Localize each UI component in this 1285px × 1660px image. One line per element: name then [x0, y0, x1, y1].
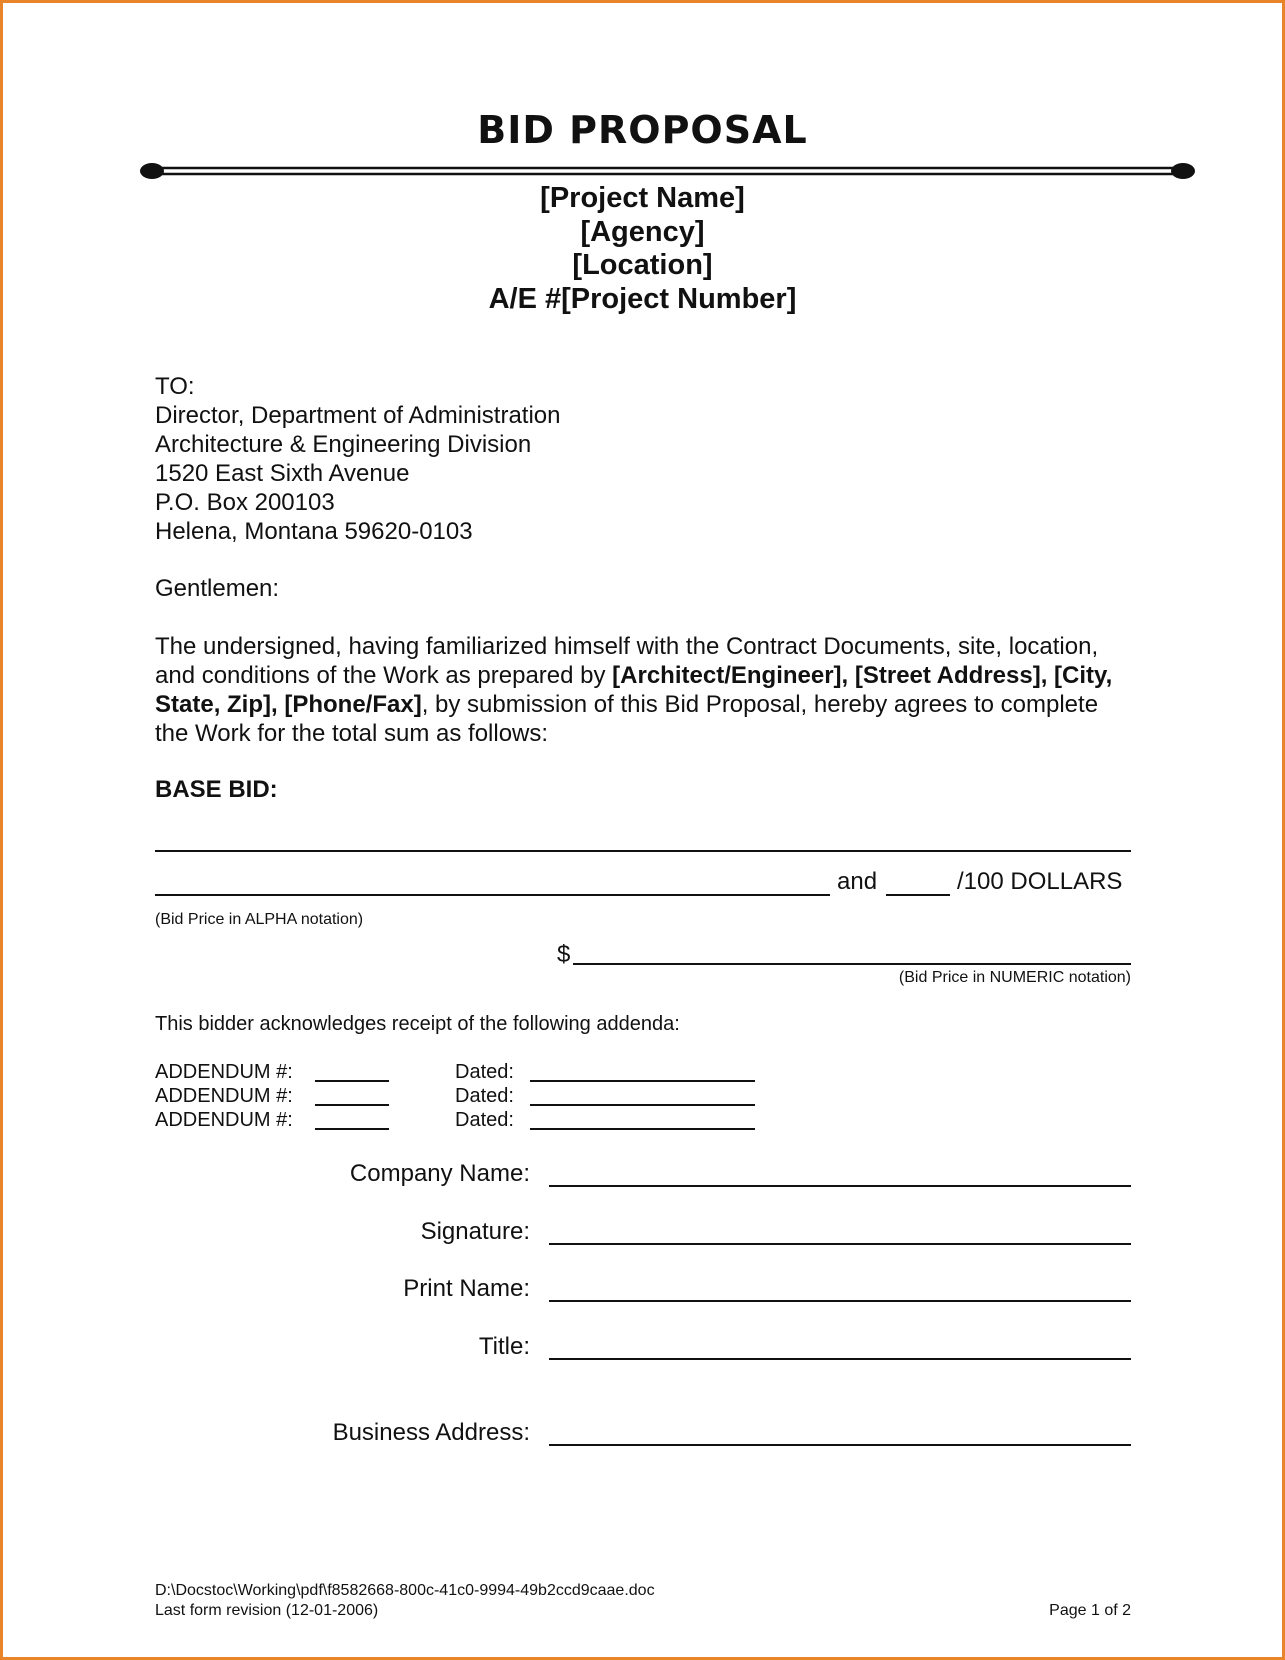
base-bid-heading: BASE BID:	[155, 776, 278, 803]
cents-blank[interactable]	[886, 894, 950, 896]
addendum-label: ADDENDUM #:	[155, 1109, 293, 1131]
numeric-caption: (Bid Price in NUMERIC notation)	[898, 969, 1131, 986]
paragraph-text: The undersigned, having familiarized himself with the Contract Documents, site, location, and conditions of the Work as prepared by	[155, 633, 1099, 689]
title-divider	[140, 160, 1195, 182]
addendum-number-field[interactable]	[315, 1128, 389, 1130]
recipient-address	[155, 372, 561, 546]
footer-file-path: D:\Docstoc\Working\pdf\f8582668-800c-41c0-9994-49b2ccd9caae.doc	[155, 1582, 655, 1599]
address-line: Director, Department of Administration	[155, 402, 561, 429]
bid-numeric-line[interactable]	[573, 963, 1131, 965]
addendum-date-field[interactable]	[530, 1128, 755, 1130]
to-label: TO:	[155, 373, 195, 400]
address-line: Architecture & Engineering Division	[155, 431, 532, 458]
footer-revision: Last form revision (12-01-2006)	[155, 1602, 379, 1619]
company-name-field[interactable]	[549, 1185, 1131, 1187]
and-text: and	[837, 868, 878, 895]
project-header	[0, 182, 1285, 316]
addendum-date-field[interactable]	[530, 1104, 755, 1106]
page-number: Page 1 of 2	[1049, 1602, 1131, 1619]
body-paragraph	[155, 632, 1135, 748]
print-name-label: Print Name:	[403, 1275, 530, 1302]
ae-number[interactable]: A/E #[Project Number]	[488, 282, 797, 315]
agency[interactable]: [Agency]	[580, 215, 705, 248]
dollars-text: /100 DOLLARS	[957, 868, 1123, 895]
dated-label: Dated:	[455, 1085, 514, 1107]
business-address-field[interactable]	[549, 1444, 1131, 1446]
company-name-label: Company Name:	[349, 1160, 530, 1187]
title-field[interactable]	[549, 1358, 1131, 1360]
dated-label: Dated:	[455, 1109, 514, 1131]
project-name[interactable]: [Project Name]	[540, 182, 745, 214]
business-address-label: Business Address:	[332, 1419, 530, 1446]
addendum-label: ADDENDUM #:	[155, 1085, 293, 1107]
addendum-label: ADDENDUM #:	[155, 1061, 293, 1083]
dollar-sign: $	[557, 941, 571, 968]
signature-label: Signature:	[420, 1218, 530, 1245]
document-title: BID PROPOSAL	[477, 108, 808, 152]
addenda-intro: This bidder acknowledges receipt of the following addenda:	[155, 1013, 680, 1035]
bid-alpha-line-1[interactable]	[155, 850, 1131, 852]
print-name-field[interactable]	[549, 1300, 1131, 1302]
paragraph-bold-fields[interactable]: [Architect/Engineer], [Street Address], [City, State, Zip], [Phone/Fax]	[155, 662, 1113, 718]
addendum-date-field[interactable]	[530, 1080, 755, 1082]
alpha-caption: (Bid Price in ALPHA notation)	[155, 911, 364, 928]
bid-alpha-line-2[interactable]	[155, 894, 830, 896]
title-label: Title:	[478, 1333, 530, 1360]
address-line: 1520 East Sixth Avenue	[155, 460, 410, 487]
paragraph-text: , by submission of this Bid Proposal, hereby agrees to complete the Work for the total sum as follows:	[155, 691, 1099, 747]
address-line: P.O. Box 200103	[155, 489, 335, 516]
signature-field[interactable]	[549, 1243, 1131, 1245]
salutation: Gentlemen:	[155, 575, 280, 602]
addendum-number-field[interactable]	[315, 1080, 389, 1082]
dated-label: Dated:	[455, 1061, 514, 1083]
addendum-number-field[interactable]	[315, 1104, 389, 1106]
location[interactable]: [Location]	[572, 249, 713, 281]
address-line: Helena, Montana 59620-0103	[155, 518, 473, 545]
